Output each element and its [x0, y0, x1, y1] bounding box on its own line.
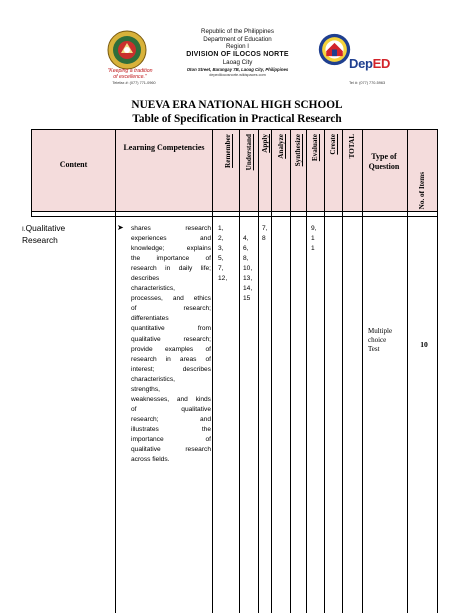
header-no-of-items: No. of Items: [418, 172, 426, 210]
letterhead-address: Oton Street, Barangay 7B, Laoag City, Philippines: [186, 67, 289, 73]
apply-items: [262, 224, 268, 244]
table-line: [239, 129, 240, 613]
remember-item-number: 1,: [218, 225, 224, 232]
competency-line: provide examples of: [131, 345, 211, 353]
header-learning-competencies: Learning Competencies: [123, 143, 205, 152]
competency-line: research; and: [131, 415, 211, 423]
remember-item-number: 2,: [218, 235, 224, 242]
learning-competencies-text: [131, 224, 211, 465]
motto-line-2: of excellence.": [113, 74, 147, 80]
competency-line: of qualitative: [131, 405, 211, 413]
competency-line: shares research: [131, 225, 211, 232]
understand-item-number: 10,: [243, 265, 253, 272]
remember-item-number: 12,: [218, 275, 228, 282]
telephone-right: Tel #: (077) 770-5963: [349, 81, 386, 85]
evaluate-item-number: 1: [311, 235, 315, 242]
division-motto: [90, 68, 170, 80]
competency-line: research in areas of: [131, 355, 211, 363]
understand-item-number: 13,: [243, 275, 253, 282]
table-line: [115, 129, 116, 613]
competency-line: differentiates: [131, 315, 169, 323]
deped-wordmark-ed: ED: [372, 56, 391, 71]
competency-line: processes, and ethics: [131, 295, 211, 303]
header-type-of-question: [362, 152, 406, 172]
header-create: Create: [329, 134, 337, 155]
table-line: [271, 129, 272, 613]
table-line: [212, 129, 213, 613]
question-type-line-1: Multiple: [368, 327, 393, 335]
competency-line: the importance of: [131, 255, 211, 263]
understand-item-number: 6,: [243, 245, 249, 252]
evaluate-item-number: 1: [311, 245, 315, 252]
header-total: TOTAL: [348, 134, 356, 159]
remember-item-number: 5,: [218, 255, 224, 262]
division-seal-icon: [107, 30, 147, 70]
header-understand: Understand: [245, 134, 253, 171]
header-type-line-2: Question: [368, 162, 400, 171]
letterhead-region: Region I: [225, 43, 250, 51]
understand-item-number: 15: [243, 295, 251, 302]
competency-line: characteristics,: [131, 285, 175, 293]
header-analyze: Analyze: [277, 134, 285, 159]
remember-item-number: 3,: [218, 245, 224, 252]
apply-item-number: 8: [262, 235, 266, 242]
deped-wordmark-dep: Dep: [349, 56, 373, 71]
header-remember: Remember: [224, 134, 232, 168]
letterhead-department: Department of Education: [203, 35, 272, 43]
competency-line: qualitative research: [131, 446, 211, 454]
competency-line: research in daily life;: [131, 265, 211, 273]
competency-line: illustrates the: [131, 425, 211, 433]
evaluate-item-number: 9,: [311, 225, 317, 232]
table-line: [437, 129, 438, 613]
understand-item-number: 4,: [243, 235, 249, 242]
letterhead-republic: Republic of the Philippines: [201, 28, 274, 35]
table-line: [324, 129, 325, 613]
header-apply: Apply: [261, 134, 269, 153]
understand-item-number: 14,: [243, 285, 253, 292]
table-line: [362, 129, 363, 613]
deped-wordmark: [349, 56, 390, 71]
header-evaluate: Evaluate: [311, 134, 319, 162]
competency-line: experiences and: [131, 235, 211, 243]
question-type-line-3: Test: [368, 345, 380, 353]
evaluate-items: [311, 224, 317, 254]
competency-line: characteristics,: [131, 375, 175, 383]
table-line: [290, 129, 291, 613]
table-line: [258, 129, 259, 613]
content-topic-line-2: Research: [22, 235, 58, 245]
competency-line: importance of: [131, 435, 211, 443]
table-line: [342, 129, 343, 613]
competency-line: describes: [131, 275, 160, 283]
letterhead-division: DIVISION OF ILOCOS NORTE: [186, 50, 289, 58]
motto-line-1: "Keeping a tradition: [107, 68, 153, 74]
remember-item-number: 7,: [218, 265, 224, 272]
document-title: Table of Specification in Practical Research: [132, 113, 342, 125]
apply-item-number: 7,: [262, 225, 268, 232]
remember-items: [218, 224, 227, 284]
content-topic: [22, 223, 117, 245]
competency-line: across fields.: [131, 456, 170, 464]
school-name: NUEVA ERA NATIONAL HIGH SCHOOL: [131, 99, 343, 111]
header-content: Content: [59, 160, 88, 169]
deped-seal-icon: [318, 33, 351, 66]
table-line: [31, 211, 438, 212]
letterhead-website: depedilocosnorte.wikispaces.com: [209, 73, 266, 78]
table-line: [306, 129, 307, 613]
table-line: [31, 129, 32, 216]
question-type-line-2: choice: [368, 336, 387, 344]
table-line: [31, 216, 438, 217]
bullet-arrow-icon: ➤: [117, 223, 124, 232]
number-of-items: 10: [420, 340, 428, 349]
content-topic-number: I.: [22, 226, 26, 233]
header-synthesize: Synthesize: [294, 134, 302, 167]
competency-line: knowledge; explains: [131, 245, 211, 253]
competency-line: quantitative from: [131, 325, 211, 333]
content-topic-label: Qualitative: [25, 223, 66, 233]
competency-line: of research;: [131, 305, 211, 313]
understand-items: [243, 234, 252, 304]
table-line: [407, 129, 408, 613]
letterhead-text: [160, 28, 315, 78]
understand-item-number: 8,: [243, 255, 249, 262]
header-type-line-1: Type of: [371, 152, 397, 161]
question-type: [368, 327, 408, 354]
letterhead-city: Laoag City: [222, 59, 253, 67]
table-line: [31, 129, 438, 130]
competency-line: strengths,: [131, 385, 160, 393]
competency-line: weaknesses, and kinds: [131, 395, 211, 403]
telefax-left: Telefax #: (077) 771-0960: [112, 81, 156, 85]
competency-line: qualitative research;: [131, 335, 211, 343]
competency-line: interest; describes: [131, 365, 211, 373]
content-topic-line-1: [22, 223, 117, 235]
